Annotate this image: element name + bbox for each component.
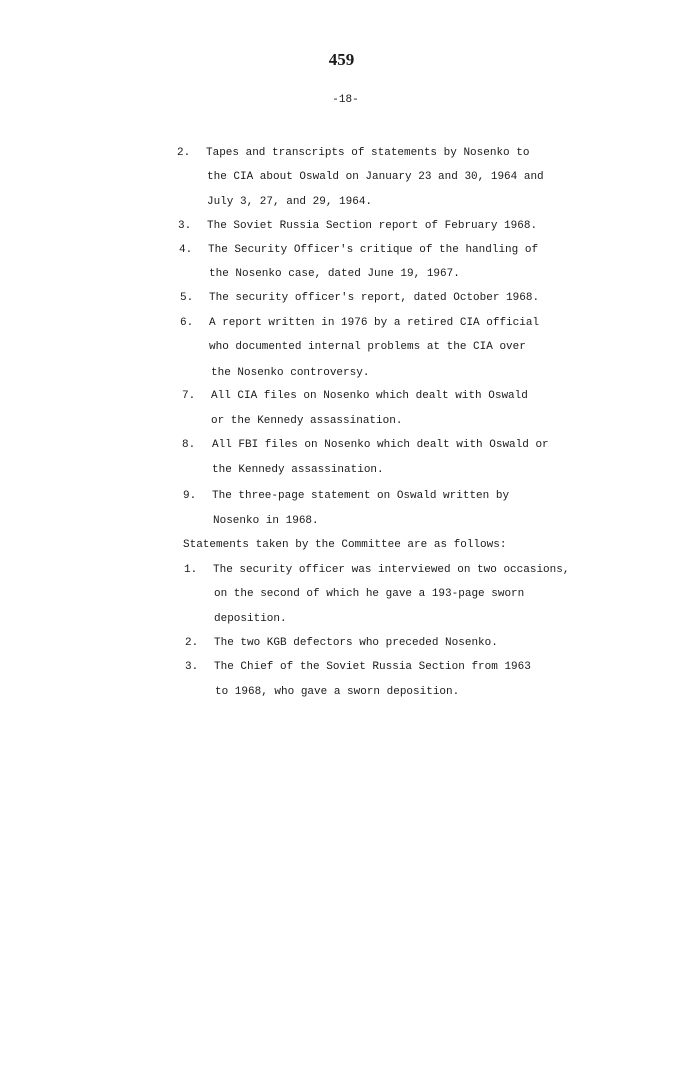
- item-2-line-2: the CIA about Oswald on January 23 and 30, 1964 and: [207, 171, 544, 183]
- item-2-number: 2.: [177, 147, 191, 159]
- item-7-line-2: or the Kennedy assassination.: [211, 415, 403, 427]
- item-4-line-2: the Nosenko case, dated June 19, 1967.: [209, 268, 460, 280]
- item-8-line-2: the Kennedy assassination.: [212, 464, 384, 476]
- statement-3-line-2: to 1968, who gave a sworn deposition.: [215, 686, 460, 698]
- item-5-number: 5.: [180, 292, 194, 304]
- item-8-number: 8.: [182, 439, 196, 451]
- statement-3-line-1: The Chief of the Soviet Russia Section from 1963: [214, 661, 531, 673]
- statement-1-line-2: on the second of which he gave a 193-page sworn: [214, 588, 525, 600]
- item-5-line-1: The security officer's report, dated October 1968.: [209, 292, 540, 304]
- statement-2-number: 2.: [185, 637, 199, 649]
- item-9-line-2: Nosenko in 1968.: [213, 515, 319, 527]
- item-6-number: 6.: [180, 317, 194, 329]
- page-number: 459: [328, 50, 355, 69]
- sub-page-number: -18-: [332, 94, 359, 106]
- item-7-line-1: All CIA files on Nosenko which dealt with Oswald: [211, 390, 528, 402]
- item-8-line-1: All FBI files on Nosenko which dealt with Oswald or: [212, 439, 549, 451]
- statement-1-number: 1.: [184, 564, 198, 576]
- item-2-line-3: July 3, 27, and 29, 1964.: [207, 196, 373, 208]
- statement-2-line-1: The two KGB defectors who preceded Nosenko.: [214, 637, 498, 649]
- item-3-number: 3.: [178, 220, 192, 232]
- statement-1-line-3: deposition.: [214, 613, 287, 625]
- item-4-line-1: The Security Officer's critique of the handling of: [208, 244, 539, 256]
- statement-1-line-1: The security officer was interviewed on two occasions,: [213, 564, 570, 576]
- item-6-line-1: A report written in 1976 by a retired CIA official: [209, 317, 540, 329]
- item-9-number: 9.: [183, 490, 197, 502]
- statement-3-number: 3.: [185, 661, 199, 673]
- item-3-line-1: The Soviet Russia Section report of February 1968.: [207, 220, 538, 232]
- item-4-number: 4.: [179, 244, 193, 256]
- statements-heading: Statements taken by the Committee are as follows:: [183, 539, 507, 551]
- item-6-line-2: who documented internal problems at the CIA over: [209, 341, 526, 353]
- item-9-line-1: The three-page statement on Oswald written by: [212, 490, 510, 502]
- item-7-number: 7.: [182, 390, 196, 402]
- item-2-line-1: Tapes and transcripts of statements by Nosenko to: [206, 147, 530, 159]
- item-6-line-3: the Nosenko controversy.: [211, 367, 370, 379]
